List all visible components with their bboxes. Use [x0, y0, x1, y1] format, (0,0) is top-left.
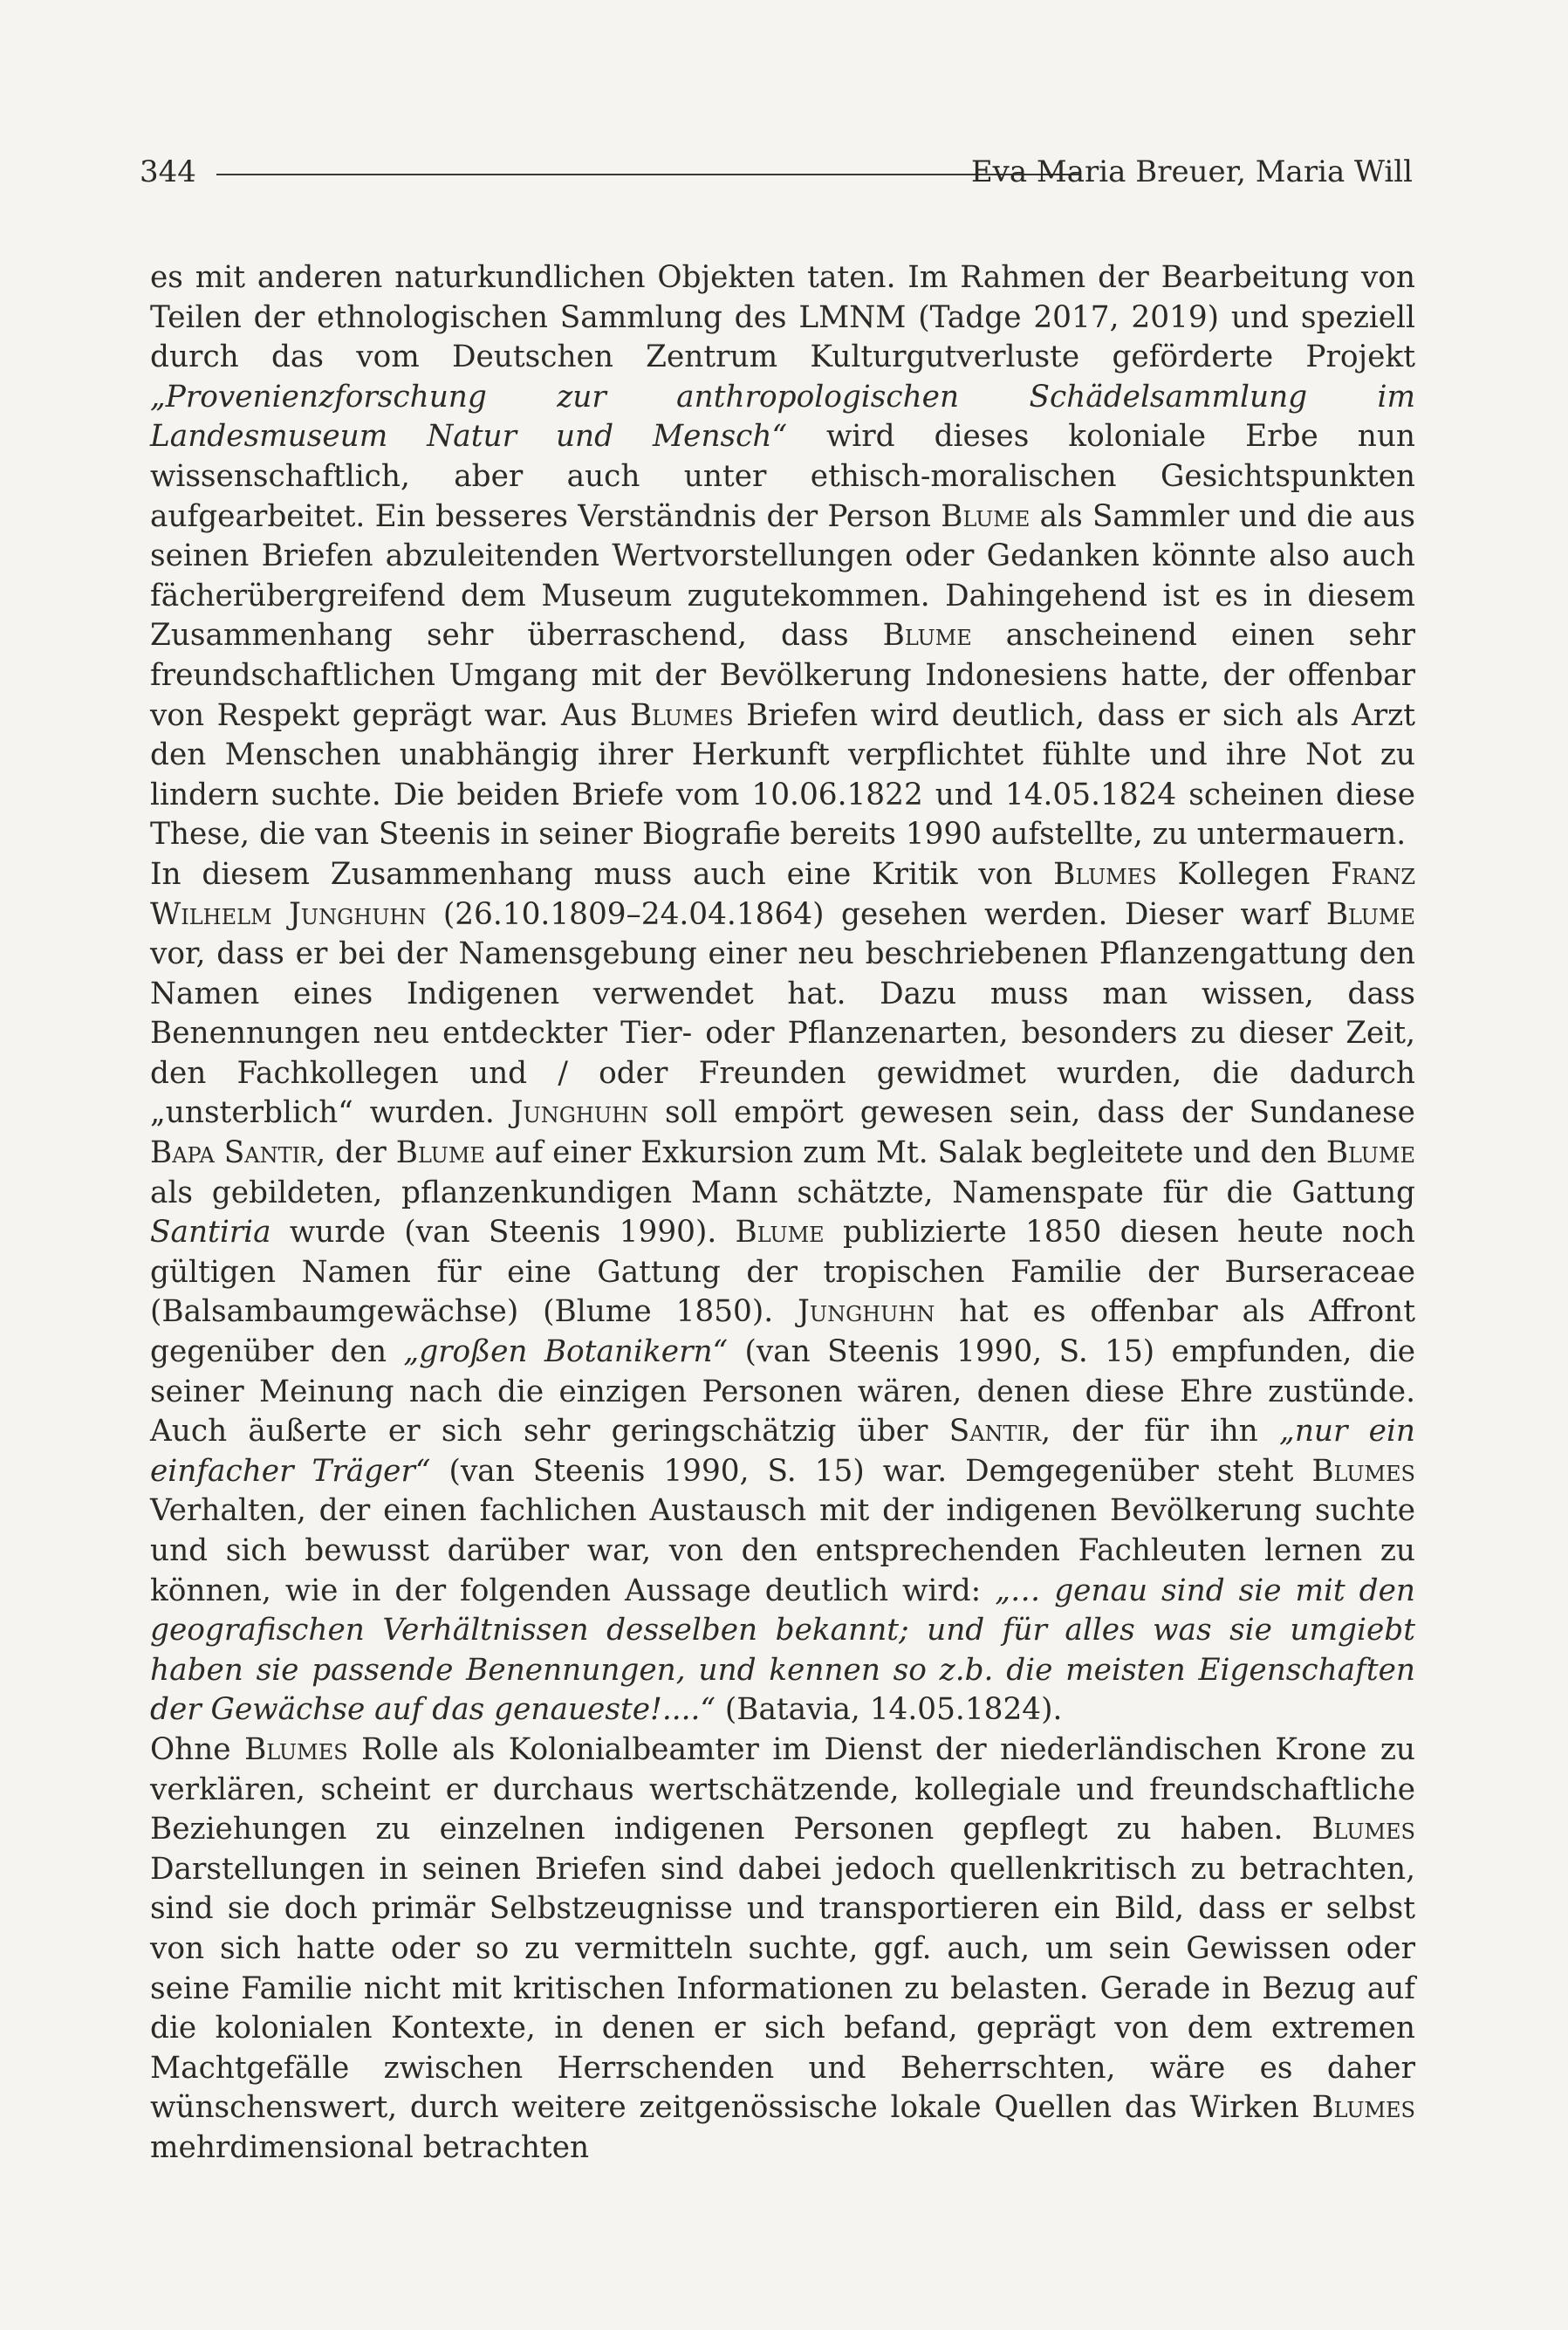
text-run: publizierte 1850 diesen heute noch gültigen Namen für eine Gattung der tropischen Familie der Burseraceae (Balsambaumgewächse) (Blume 1850).	[150, 1215, 1415, 1330]
person-name: Santir	[948, 1414, 1042, 1449]
text-run: Ohne	[150, 1731, 245, 1767]
italic-text: Santiria	[150, 1215, 271, 1251]
person-name: Blumes	[1053, 856, 1157, 892]
person-name: Blume	[941, 498, 1030, 534]
text-run: mehrdimensional betrachten	[150, 2129, 590, 2165]
text-run: Rolle als Kolonialbeamter im Dienst der niederländischen Krone zu verklären, scheint er durchaus wertschätzende, kollegiale und freundschaftliche Beziehungen zu einzelnen indigenen Personen gepflegt zu haben.	[150, 1731, 1415, 1847]
italic-text: „Provenienzforschung zur anthropologischen Schädelsammlung im Landesmuseum Natur und Mensch“	[150, 379, 1415, 455]
person-name: Blumes	[1311, 1812, 1415, 1847]
text-run: soll empört gewesen sein, dass der Sundanese	[648, 1095, 1415, 1131]
text-run: (van Steenis 1990, S. 15) empfunden, die seiner Meinung nach die einzigen Personen wären, denen diese Ehre zustünde. Auch äußerte er sich sehr geringschätzig über	[150, 1334, 1415, 1449]
text-run: Kollegen	[1156, 856, 1332, 892]
text-run: auf einer Exkursion zum Mt. Salak begleitete und den	[484, 1135, 1326, 1171]
text-run: , der für ihn	[1041, 1414, 1280, 1449]
page-header	[140, 150, 1413, 194]
person-name: Blume	[1325, 1135, 1415, 1171]
person-name: Blumes	[629, 697, 734, 733]
body-text	[150, 258, 1415, 2169]
text-run: Briefen wird deutlich, dass er sich als Arzt den Menschen unabhängig ihrer Herkunft verpflichtet fühlte und ihre Not zu lindern suchte. Die beiden Briefe vom 10.06.1822 und 14.05.1824 scheinen diese These, die van Steenis in seiner Biografie bereits 1990 aufstellte, zu untermauern.	[150, 697, 1415, 853]
paragraph	[150, 1730, 1415, 2169]
italic-text: „nur ein einfacher Träger“	[150, 1414, 1416, 1489]
person-name: Franz Wilhelm Junghuhn	[150, 856, 1415, 932]
person-name: Blume	[882, 618, 972, 654]
italic-text: „… genau sind sie mit den geografischen Verhältnissen desselben bekannt; und für alles was sie umgiebt haben sie passende Benennungen, und kennen so z.b. die meisten Eigenschaften der Gewächse auf das genaueste!....“	[150, 1573, 1416, 1728]
person-name: Blumes	[1311, 1453, 1415, 1489]
text-run: vor, dass er bei der Namensgebung einer neu beschriebenen Pflanzengattung den Namen eines Indigenen verwendet hat. Dazu muss man wissen, dass Benennungen neu entdeckter Tier- oder Pflanzenarten, besonders zu dieser Zeit, den Fachkollegen und / oder Freunden gewidmet wurden, die dadurch „unsterblich“ wurden.	[150, 936, 1415, 1131]
text-run: Darstellungen in seinen Briefen sind dabei jedoch quellenkritisch zu betrachten, sind sie doch primär Selbstzeugnisse und transportieren ein Bild, dass er selbst von sich hatte oder so zu vermitteln suchte, ggf. auch, um sein Gewissen oder seine Familie nicht mit kritischen Informationen zu belasten. Gerade in Bezug auf die kolonialen Kontexte, in denen er sich befand, geprägt von dem extremen Machtgefälle zwischen Herrschenden und Beherrschten, wäre es daher wünschenswert, durch weitere zeitgenössische lokale Quellen das Wirken	[150, 1851, 1415, 2126]
italic-text: „großen Botanikern“	[403, 1334, 729, 1370]
text-run: (26.10.1809–24.04.1864) gesehen werden. Dieser warf	[426, 896, 1326, 932]
text-run: wurde (van Steenis 1990).	[270, 1215, 736, 1251]
text-run: als Sammler und die aus seinen Briefen abzuleitenden Wertvorstellungen oder Gedanken könnte also auch fächerübergreifend dem Museum zugutekommen. Dahingehend ist es in diesem Zusammenhang sehr überraschend, dass	[150, 498, 1415, 654]
person-name: Junghuhn	[510, 1095, 649, 1131]
text-run: anscheinend einen sehr freundschaftlichen Umgang mit der Bevölkerung Indonesiens hatte, der offenbar von Respekt geprägt war. Aus	[150, 618, 1415, 733]
text-run: In diesem Zusammenhang muss auch eine Kritik von	[150, 856, 1054, 892]
person-name: Blume	[735, 1215, 825, 1251]
text-run: Verhalten, der einen fachlichen Austausch mit der indigenen Bevölkerung suchte und sich bewusst darüber war, von den entsprechenden Fachleuten lernen zu können, wie in der folgenden Aussage deutlich wird:	[150, 1493, 1415, 1608]
person-name: Blume	[1325, 896, 1415, 932]
text-run: wird dieses koloniale Erbe nun wissenschaftlich, aber auch unter ethisch-moralischen Gesichtspunkten aufgearbeitet. Ein besseres Verständnis der Person	[150, 419, 1415, 534]
header-rule	[216, 174, 1080, 175]
person-name: Bapa Santir	[150, 1135, 317, 1171]
text-run: es mit anderen naturkundlichen Objekten taten. Im Rahmen der Bearbeitung von Teilen der ethnologischen Sammlung des LMNM (Tadge 2017, 2019) und speziell durch das vom Deutschen Zentrum Kulturgutverluste geförderte Projekt	[150, 260, 1415, 375]
person-name: Junghuhn	[798, 1294, 935, 1330]
text-run: als gebildeten, pflanzenkundigen Mann schätzte, Namenspate für die Gattung	[150, 1175, 1415, 1210]
text-run: hat es offenbar als Affront gegenüber den	[150, 1294, 1415, 1370]
paragraph	[150, 855, 1415, 1730]
page-number: 344	[140, 154, 196, 189]
text-run: (van Steenis 1990, S. 15) war. Demgegenüber steht	[430, 1453, 1312, 1489]
person-name: Blumes	[244, 1731, 348, 1767]
text-run: , der	[316, 1135, 396, 1171]
person-name: Blumes	[1311, 2090, 1415, 2126]
paragraph	[150, 258, 1415, 855]
running-head-authors: Eva Maria Breuer, Maria Will	[970, 154, 1413, 189]
person-name: Blume	[395, 1135, 485, 1171]
text-run: (Batavia, 14.05.1824).	[715, 1692, 1063, 1728]
